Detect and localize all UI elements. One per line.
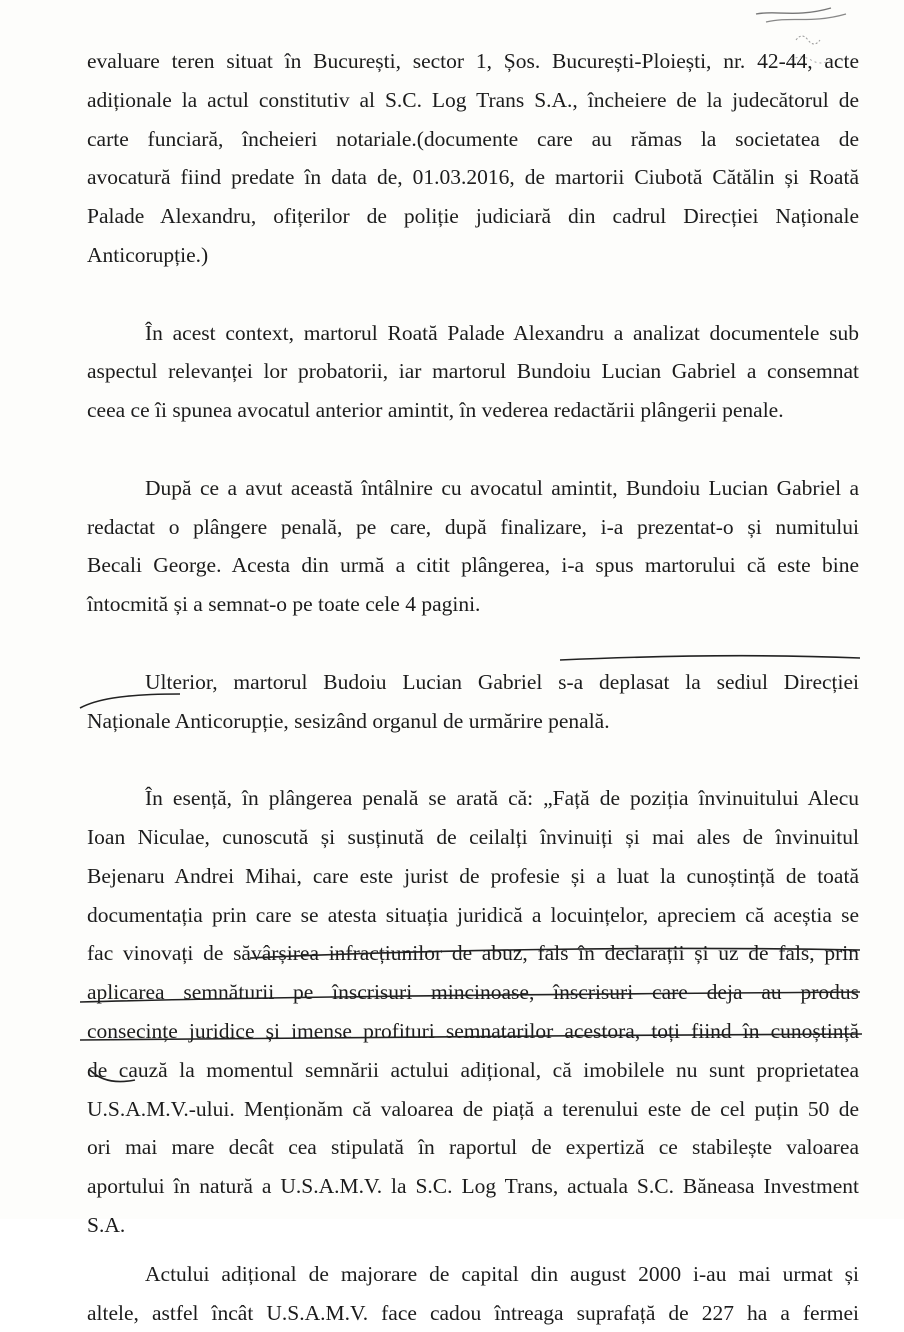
text-line: fac vinovați de săvârșirea infracțiunilor de abuz, fals în declarații și uz de fals, prin: [87, 934, 859, 973]
text-line: ceea ce îi spunea avocatul anterior amintit, în vederea redactării plângerii penale.: [87, 391, 859, 430]
text-line: S.A.: [87, 1206, 859, 1245]
document-body: [87, 42, 859, 1332]
text-line: În acest context, martorul Roată Palade Alexandru a analizat documentele sub: [87, 314, 859, 353]
text-line: adiționale la actul constitutiv al S.C. Log Trans S.A., încheiere de la judecătorul de: [87, 81, 859, 120]
text-line: În esență, în plângerea penală se arată că: „Față de poziția învinuitului Alecu: [87, 779, 859, 818]
text-line: Anticorupție.): [87, 236, 859, 275]
text-line: Palade Alexandru, ofițerilor de poliție judiciară din cadrul Direcției Naționale: [87, 197, 859, 236]
text-line: altele, astfel încât U.S.A.M.V. face cadou întreaga suprafață de 227 ha a fermei: [87, 1294, 859, 1332]
paragraph-gap: [87, 740, 859, 779]
text-line: avocatură fiind predate în data de, 01.03.2016, de martorii Ciubotă Cătălin și Roată: [87, 158, 859, 197]
text-line: Actului adițional de majorare de capital din august 2000 i-au mai urmat și: [87, 1255, 859, 1294]
text-line: Ulterior, martorul Budoiu Lucian Gabriel s-a deplasat la sediul Direcției: [87, 663, 859, 702]
text-line: Bejenaru Andrei Mihai, care este jurist de profesie și a luat la cunoștință de toată: [87, 857, 859, 896]
text-line: Ioan Niculae, cunoscută și susținută de ceilalți învinuiți și mai ales de învinuitul: [87, 818, 859, 857]
text-line: întocmită și a semnat-o pe toate cele 4 pagini.: [87, 585, 859, 624]
text-line: ori mai mare decât cea stipulată în raportul de expertiză ce stabilește valoarea: [87, 1128, 859, 1167]
text-line: aplicarea semnăturii pe înscrisuri mincinoase, înscrisuri care deja au produs: [87, 973, 859, 1012]
text-line: aportului în natură a U.S.A.M.V. la S.C. Log Trans, actuala S.C. Băneasa Investment: [87, 1167, 859, 1206]
text-line: aspectul relevanței lor probatorii, iar martorul Bundoiu Lucian Gabriel a consemnat: [87, 352, 859, 391]
text-line: evaluare teren situat în București, sector 1, Șos. București-Ploiești, nr. 42-44, acte: [87, 42, 859, 81]
paragraph-gap: [87, 275, 859, 314]
text-line: Becali George. Acesta din urmă a citit plângerea, i-a spus martorului că este bine: [87, 546, 859, 585]
paragraph-gap: [87, 1245, 859, 1255]
text-line: carte funciară, încheieri notariale.(documente care au rămas la societatea de: [87, 120, 859, 159]
paragraph-gap: [87, 624, 859, 663]
text-line: consecințe juridice și imense profituri semnatarilor acestora, toți fiind în cunoștință: [87, 1012, 859, 1051]
text-line: documentația prin care se atesta situația juridică a locuințelor, apreciem că aceștia se: [87, 896, 859, 935]
text-line: U.S.A.M.V.-ului. Menționăm că valoarea de piață a terenului este de cel puțin 50 de: [87, 1090, 859, 1129]
paragraph-gap: [87, 430, 859, 469]
text-line: După ce a avut această întâlnire cu avocatul amintit, Bundoiu Lucian Gabriel a: [87, 469, 859, 508]
text-line: de cauză la momentul semnării actului adițional, că imobilele nu sunt proprietatea: [87, 1051, 859, 1090]
text-line: Naționale Anticorupție, sesizând organul de urmărire penală.: [87, 702, 859, 741]
text-line: redactat o plângere penală, pe care, după finalizare, i-a prezentat-o și numitului: [87, 508, 859, 547]
